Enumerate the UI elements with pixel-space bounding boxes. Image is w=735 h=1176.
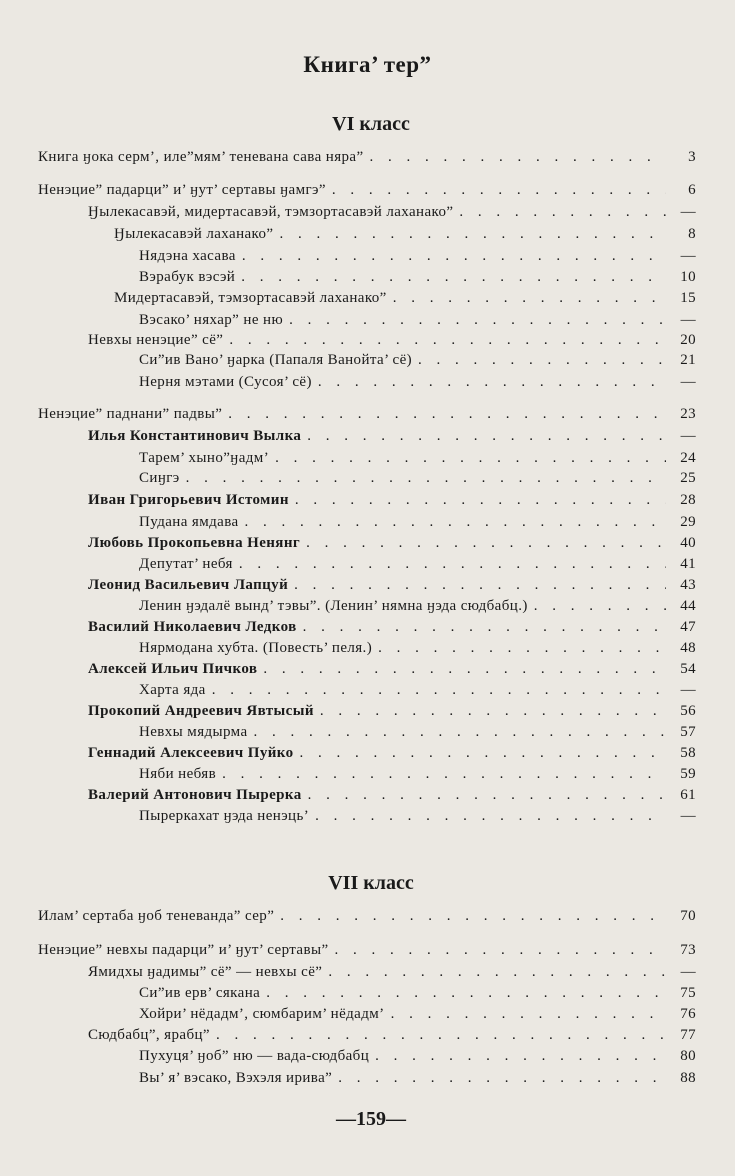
dot-leader	[186, 468, 666, 489]
dot-leader	[393, 288, 666, 309]
toc-entry-page: 15	[680, 290, 696, 306]
toc-entry	[139, 350, 696, 371]
dot-leader	[222, 764, 666, 785]
toc-entry-page: 21	[680, 352, 696, 368]
page-number: —159—	[336, 1108, 406, 1130]
toc-entry-page: 43	[680, 577, 696, 593]
toc-entry-title: Ӈылекасавэй лаханако”	[114, 226, 274, 242]
toc-entry-title: Леонид Васильевич Лапцуй	[88, 577, 289, 593]
class-heading: VI класс	[332, 113, 410, 135]
toc-entry-title: Нерня мэтами (Сусоя’ сё)	[139, 374, 312, 390]
toc-entry-page: 24	[680, 450, 696, 466]
toc-entry-title: Ямидхы ӈадимы” сё” — невхы сё”	[88, 964, 323, 980]
toc-entry-title: Вы’ я’ вэсако, Вэхэля ирива”	[139, 1070, 333, 1086]
dot-leader	[266, 983, 666, 1004]
toc-entry	[139, 448, 696, 469]
toc-entry	[38, 906, 696, 927]
toc-entry-title: Илам’ сертаба ӈоб теневанда” сер”	[38, 908, 275, 924]
toc-entry-title: Тарем’ хыно”ӈадм’	[139, 450, 270, 466]
toc-entry-title: Вэрабук вэсэй	[139, 269, 236, 285]
toc-entry	[139, 1046, 696, 1067]
dot-leader	[289, 310, 666, 331]
toc-entry	[38, 404, 696, 425]
dot-leader	[378, 638, 666, 659]
toc-entry	[139, 310, 696, 331]
toc-entry-title: Харта яда	[139, 682, 206, 698]
toc-entry	[139, 596, 696, 617]
dot-leader	[212, 680, 666, 701]
toc-entry	[88, 1025, 696, 1046]
toc-entry-title: Любовь Прокопьевна Ненянг	[88, 535, 301, 551]
toc-entry-page: 3	[688, 149, 696, 165]
toc-entry-title: Ӈылекасавэй, мидертасавэй, тэмзортасавэй лаханако”	[88, 204, 454, 220]
toc-entry	[139, 680, 696, 701]
toc-entry	[38, 940, 696, 961]
toc-entry-page: 40	[680, 535, 696, 551]
toc-entry-title: Хойри’ нёдадм’, сюмбарим’ нёдадм’	[139, 1006, 385, 1022]
toc-entry-title: Си”ив ерв’ сякана	[139, 985, 261, 1001]
dot-leader	[245, 512, 666, 533]
toc-entry-title: Пудана ямдава	[139, 514, 239, 530]
toc-entry-page: 56	[680, 703, 696, 719]
toc-entry-page: —	[680, 428, 696, 444]
toc-entry	[139, 722, 696, 743]
dot-leader	[320, 701, 666, 722]
class-heading: VII класс	[328, 872, 414, 894]
toc-entry-page: 48	[680, 640, 696, 656]
toc-entry	[88, 962, 696, 983]
toc-entry	[139, 638, 696, 659]
toc-entry-page: 76	[680, 1006, 696, 1022]
toc-entry-title: Геннадий Алексеевич Пуйко	[88, 745, 294, 761]
toc-entry-title: Невхы мядырма	[139, 724, 248, 740]
dot-leader	[391, 1004, 666, 1025]
dot-leader	[303, 617, 666, 638]
toc-entry	[38, 180, 696, 201]
toc-entry	[114, 288, 696, 309]
toc-entry-title: Книга ӈока серм’, иле”мям’ теневана сава няра”	[38, 149, 364, 165]
toc-entry-page: 29	[680, 514, 696, 530]
toc-entry-page: 28	[680, 492, 696, 508]
toc-entry-page: —	[680, 312, 696, 328]
dot-leader	[375, 1046, 666, 1067]
toc-entry-title: Илья Константинович Вылка	[88, 428, 302, 444]
toc-entry-page: —	[680, 248, 696, 264]
toc-entry	[88, 785, 696, 806]
toc-entry-page: 75	[680, 985, 696, 1001]
toc-entry-page: 61	[680, 787, 696, 803]
toc-entry-title: Невхы ненэцие” сё”	[88, 332, 224, 348]
dot-leader	[295, 490, 666, 511]
dot-leader	[332, 180, 666, 201]
dot-leader	[328, 962, 666, 983]
dot-leader	[418, 350, 666, 371]
toc-entry-page: 44	[680, 598, 696, 614]
toc-entry	[88, 617, 696, 638]
toc-entry	[139, 806, 696, 827]
toc-entry-title: Депутат’ небя	[139, 556, 233, 572]
toc-entry-title: Василий Николаевич Ледков	[88, 619, 297, 635]
toc-entry-page: 10	[680, 269, 696, 285]
toc-entry-title: Ленин ӈэдалё вынд’ тэвы”. (Ленин’ нямна ӈэда сюдбабц.)	[139, 598, 528, 614]
toc-entry-page: —	[680, 374, 696, 390]
dot-leader	[338, 1068, 666, 1089]
dot-leader	[315, 806, 666, 827]
toc-entry-page: —	[680, 964, 696, 980]
toc-entry-title: Сиӈгэ	[139, 470, 180, 486]
toc-entry	[139, 1068, 696, 1089]
toc-entry-page: 6	[688, 182, 696, 198]
dot-leader	[307, 426, 666, 447]
dot-leader	[254, 722, 666, 743]
toc-entry-page: 47	[680, 619, 696, 635]
toc-entry-title: Пухуця’ ӈоб” ню — вада-сюдбабц	[139, 1048, 370, 1064]
toc-entry	[114, 224, 696, 245]
toc-entry-title: Сюдбабц”, ярабц”	[88, 1027, 210, 1043]
dot-leader	[239, 554, 666, 575]
dot-leader	[335, 940, 667, 961]
dot-leader	[263, 659, 666, 680]
toc-entry	[139, 512, 696, 533]
toc-entry-page: 54	[680, 661, 696, 677]
toc-entry-page: —	[680, 204, 696, 220]
toc-entry-title: Вэсако’ няхар” не ню	[139, 312, 284, 328]
dot-leader	[242, 246, 666, 267]
toc-entry-page: 58	[680, 745, 696, 761]
dot-leader	[306, 533, 666, 554]
dot-leader	[534, 596, 666, 617]
toc-entry-title: Нярмодана хубта. (Повесть’ пеля.)	[139, 640, 373, 656]
toc-entry-title: Валерий Антонович Пырерка	[88, 787, 302, 803]
dot-leader	[216, 1025, 666, 1046]
toc-entry-title: Си”ив Вано’ ӈарка (Папаля Ванойта’ сё)	[139, 352, 413, 368]
toc-entry-title: Иван Григорьевич Истомин	[88, 492, 289, 508]
dot-leader	[275, 448, 666, 469]
toc-entry	[139, 764, 696, 785]
toc-entry-page: —	[680, 808, 696, 824]
dot-leader	[228, 404, 666, 425]
toc-entry	[139, 983, 696, 1004]
toc-entry-title: Мидертасавэй, тэмзортасавэй лаханако”	[114, 290, 387, 306]
toc-entry	[88, 490, 696, 511]
toc-entry	[88, 426, 696, 447]
toc-entry	[88, 330, 696, 351]
dot-leader	[370, 147, 666, 168]
toc-entry-title: Ненэцие” невхы падарци” и’ ӈут’ сертавы”	[38, 942, 329, 958]
toc-entry-page: 20	[680, 332, 696, 348]
toc-entry-title: Алексей Ильич Пичков	[88, 661, 258, 677]
toc-entry-page: 59	[680, 766, 696, 782]
dot-leader	[318, 372, 666, 393]
dot-leader	[280, 906, 666, 927]
toc-entry	[88, 575, 696, 596]
toc-entry	[88, 533, 696, 554]
toc-entry-page: 41	[680, 556, 696, 572]
dot-leader	[279, 224, 666, 245]
dot-leader	[300, 743, 666, 764]
toc-entry-page: 88	[680, 1070, 696, 1086]
toc-entry-page: 77	[680, 1027, 696, 1043]
toc-entry	[139, 554, 696, 575]
toc-entry-title: Ненэцие” падарци” и’ ӈут’ сертавы ӈамгэ”	[38, 182, 326, 198]
dot-leader	[294, 575, 666, 596]
toc-entry-page: 80	[680, 1048, 696, 1064]
toc-entry-title: Няби небяв	[139, 766, 217, 782]
toc-entry-title: Пыреркахат ӈэда ненэць’	[139, 808, 310, 824]
toc-entry	[139, 246, 696, 267]
toc-entry-page: 57	[680, 724, 696, 740]
toc-entry	[88, 659, 696, 680]
toc-entry	[139, 468, 696, 489]
toc-entry-title: Нядэна хасава	[139, 248, 236, 264]
toc-entry	[88, 743, 696, 764]
toc-entry-page: 8	[688, 226, 696, 242]
page-title: Книга’ тер”	[303, 52, 432, 77]
toc-entry	[88, 202, 696, 223]
dot-leader	[241, 267, 666, 288]
toc-entry-page: 73	[680, 942, 696, 958]
toc-entry	[139, 372, 696, 393]
toc-entry-page: 23	[680, 406, 696, 422]
toc-entry	[139, 267, 696, 288]
toc-entry	[139, 1004, 696, 1025]
dot-leader	[229, 330, 666, 351]
toc-entry-title: Ненэцие” паднани” падвы”	[38, 406, 223, 422]
toc-entry-page: 70	[680, 908, 696, 924]
dot-leader	[459, 202, 666, 223]
dot-leader	[308, 785, 666, 806]
toc-entry	[88, 701, 696, 722]
toc-entry-title: Прокопий Андреевич Явтысый	[88, 703, 314, 719]
toc-entry-page: 25	[680, 470, 696, 486]
toc-entry	[38, 147, 696, 168]
toc-entry-page: —	[680, 682, 696, 698]
